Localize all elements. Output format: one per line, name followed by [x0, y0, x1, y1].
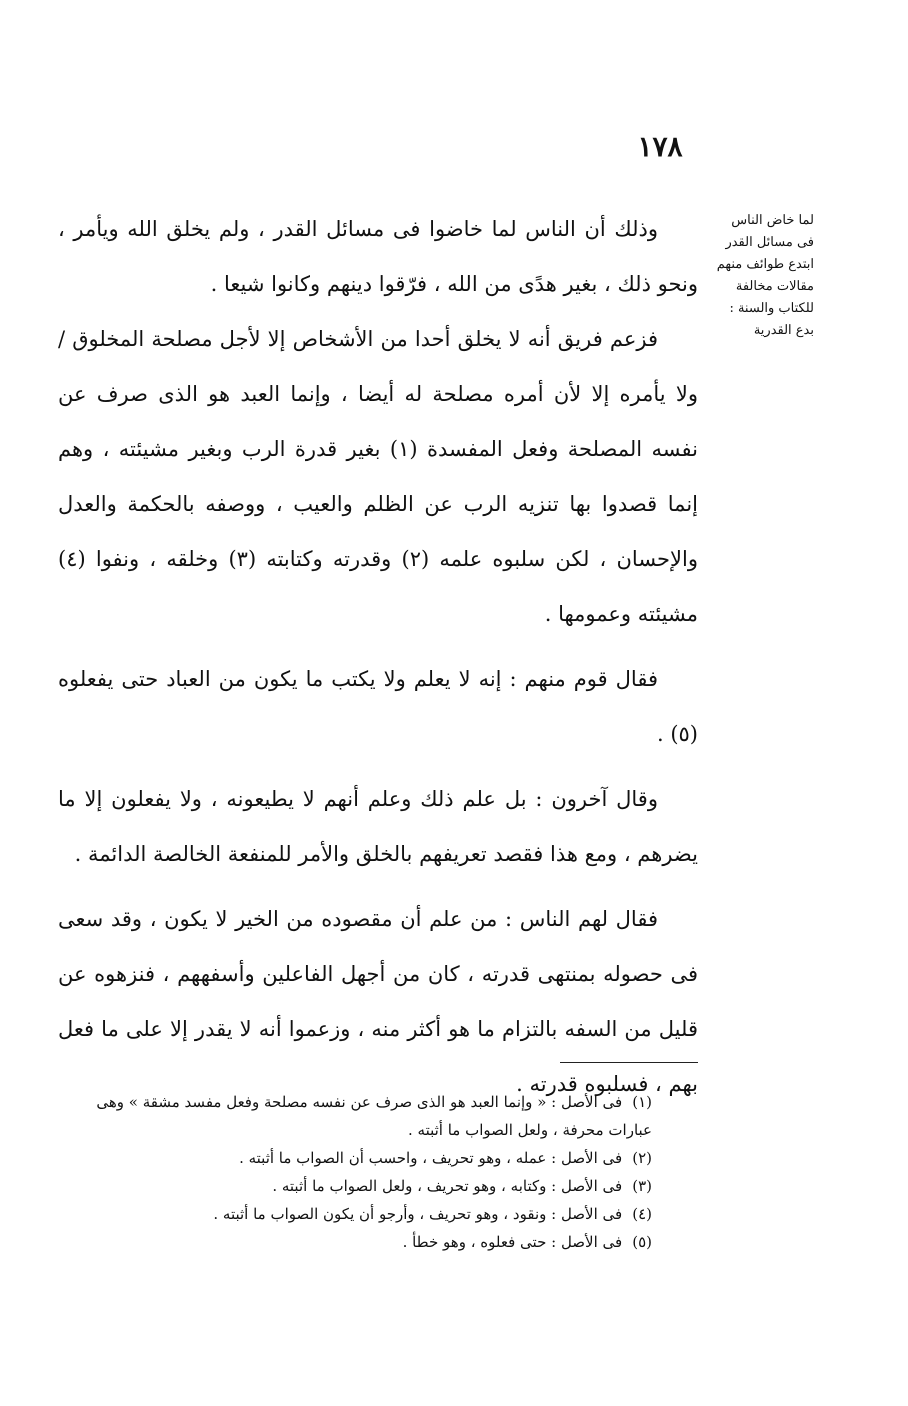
footnote-text: فى الأصل : عمله ، وهو تحريف ، واحسب أن الصواب ما أثبته .	[239, 1149, 623, 1167]
footnote-number: (٥)	[632, 1233, 652, 1251]
body-paragraph	[58, 312, 698, 642]
footnote-number: (٣)	[632, 1177, 652, 1195]
footnote-text: فى الأصل : حتى فعلوه ، وهو خطأ .	[402, 1233, 623, 1251]
body-paragraph	[58, 652, 698, 762]
footnote-number: (١)	[632, 1093, 652, 1111]
footnote-text: فى الأصل : « وإنما العبد هو الذى صرف عن نفسه مصلحة وفعل مفسد مشقة » وهى عبارات محرفة ، ولعل الصواب ما أثبته .	[96, 1093, 652, 1139]
body-paragraph-text: وذلك أن الناس لما خاضوا فى مسائل القدر ، ولم يخلق الله ويأمر ، ونحو ذلك ، بغير هدًى من الله ، فرّقوا دينهم وكانوا شيعا .	[58, 217, 698, 296]
footnotes	[60, 1088, 652, 1256]
footnote-text: فى الأصل : ونقود ، وهو تحريف ، وأرجو أن يكون الصواب ما أثبته .	[213, 1205, 623, 1223]
body-paragraph-text: فزعم فريق أنه لا يخلق أحدا من الأشخاص إلا لأجل مصلحة المخلوق / ولا يأمره إلا لأن أمره مصلحة له أيضا ، وإنما العبد هو الذى صرف عن نفسه المصلحة وفعل المفسدة (١) بغير قدرة الرب وبغير مشيئته ، وهم إنما قصدوا بها تنزيه الرب عن الظلم والعيب ، ووصفه بالحكمة والعدل والإحسان ، لكن سلبوه علمه (٢) وقدرته وكتابته (٣) وخلقه ، ونفوا (٤) مشيئته وعمومها .	[58, 327, 698, 626]
footnote	[60, 1088, 652, 1144]
footnote-number: (٢)	[632, 1149, 652, 1167]
footnote	[60, 1200, 652, 1228]
body-paragraph-text: فقال قوم منهم : إنه لا يعلم ولا يكتب ما يكون من العباد حتى يفعلوه (٥) .	[58, 667, 698, 746]
footnote	[60, 1144, 652, 1172]
body-paragraph	[58, 892, 698, 1112]
footnote-text: فى الأصل : وكتابه ، وهو تحريف ، ولعل الصواب ما أثبته .	[272, 1177, 623, 1195]
main-text	[58, 202, 698, 1112]
footnote	[60, 1172, 652, 1200]
margin-note-line: لما خاض الناس	[731, 213, 814, 228]
margin-note-line: فى مسائل القدر	[725, 235, 814, 250]
body-paragraph-text: فقال لهم الناس : من علم أن مقصوده من الخير لا يكون ، وقد سعى فى حصوله بمنتهى قدرته ، كان من أجهل الفاعلين وأسفههم ، فنزهوه عن قليل من السفه بالتزام ما هو أكثر منه ، وزعموا أنه لا يقدر إلا على ما فعل بهم ، فسلبوه قدرته .	[58, 907, 698, 1096]
body-paragraph	[58, 772, 698, 882]
body-paragraph	[58, 202, 698, 312]
body-paragraph-text: وقال آخرون : بل علم ذلك وعلم أنهم لا يطيعونه ، ولا يفعلون إلا ما يضرهم ، ومع هذا فقصد تعريفهم بالخلق والأمر للمنفعة الخالصة الدائمة .	[58, 787, 698, 866]
footnote-divider	[560, 1062, 698, 1063]
page-number: ١٧٨	[637, 130, 683, 163]
margin-note-line: ابتدع طوائف منهم	[716, 257, 814, 272]
footnote	[60, 1228, 652, 1256]
footnote-number: (٤)	[632, 1205, 652, 1223]
margin-note-line: مقالات مخالفة	[735, 279, 814, 294]
margin-note-line: للكتاب والسنة :	[729, 301, 814, 316]
margin-note	[712, 210, 814, 342]
margin-note-line: بدع القدرية	[753, 323, 814, 338]
